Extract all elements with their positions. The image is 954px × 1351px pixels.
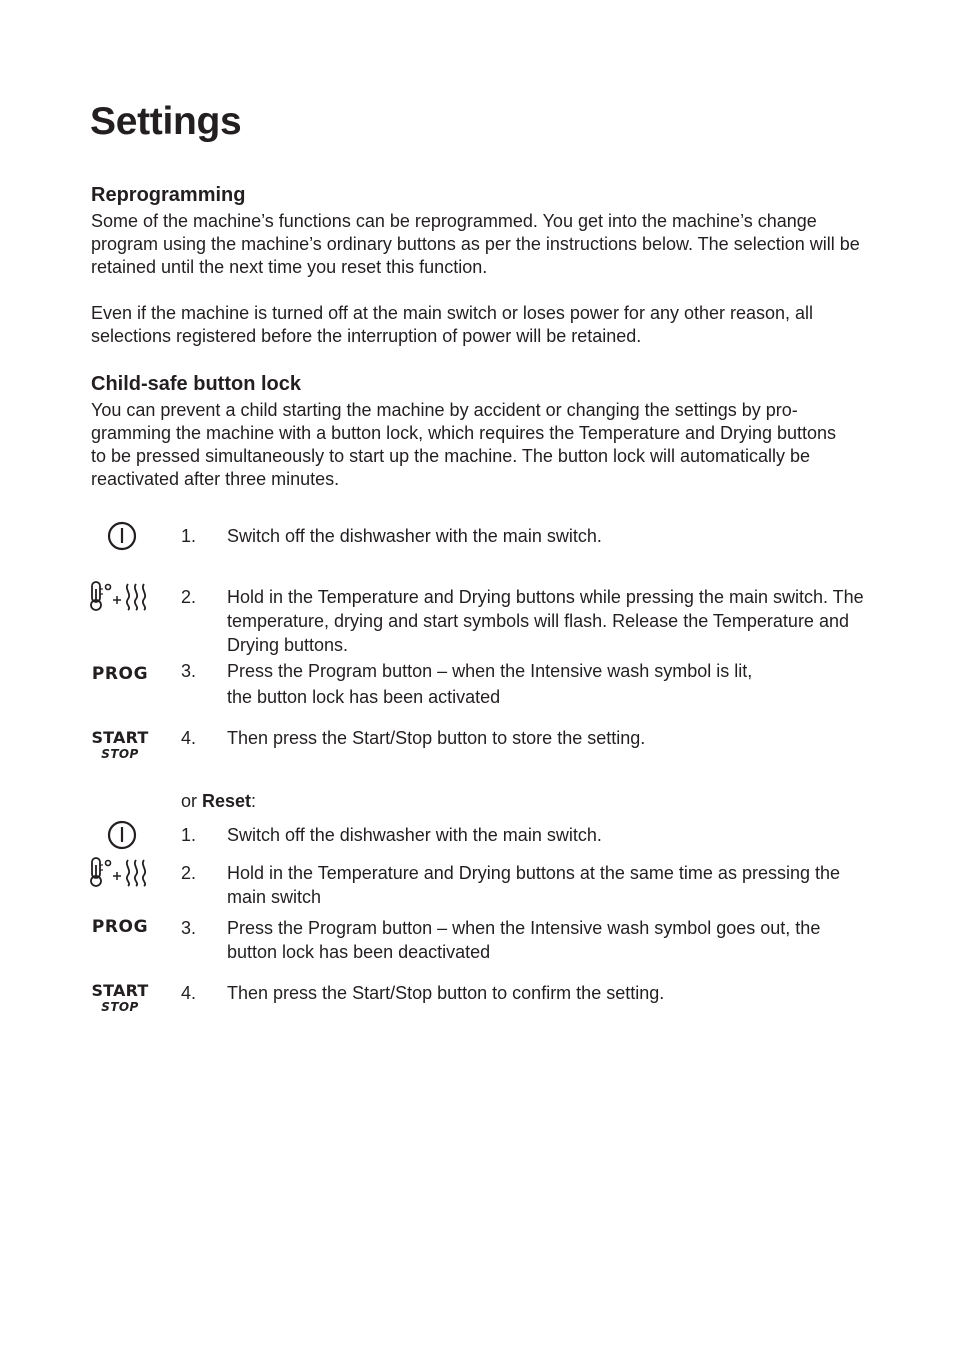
section-heading-reprogramming: Reprogramming [91,184,246,206]
temperature-drying-icon [90,856,154,888]
step-number: 1. [181,825,197,845]
reprogramming-paragraph-2: Even if the machine is turned off at the main switch or loses power for any other reason, all selections registered before the interruption of power will be retained. [91,303,814,346]
step-text-line-1: Press the Program button – when the Intensive wash symbol is lit, [227,661,753,681]
start-stop-icon [90,729,150,761]
stop-label: STOP [101,1000,139,1014]
section-heading-child-lock: Child-safe button lock [91,373,301,395]
step-number: 2. [181,587,197,607]
child-lock-intro: You can prevent a child starting the machine by accident or changing the settings by pro-gramming the machine with a button lock, which requires the Temperature and Drying buttons to be pressed simultaneously to start up the machine. The button lock will automatically be reactivated after three minutes. [91,400,837,489]
step-text: Then press the Start/Stop button to store the setting. [227,728,646,748]
start-label: START [91,728,149,747]
step-text: Hold in the Temperature and Drying buttons while pressing the main switch. The temperature, drying and start symbols will flash. Release the Temperature and Drying buttons. [227,587,864,655]
step-number: 2. [181,863,197,883]
step-text: Hold in the Temperature and Drying buttons at the same time as pressing the main switch [227,863,841,907]
step-number: 3. [181,661,197,681]
step-number: 3. [181,918,197,938]
prog-icon: PROG [91,664,149,684]
step-text: Press the Program button – when the Intensive wash symbol goes out, the button lock has been deactivated [227,918,821,962]
start-label: START [91,981,149,1000]
step-number: 4. [181,983,197,1003]
reset-heading: or Reset: [181,791,257,811]
power-icon [90,521,154,551]
reprogramming-paragraph-1: Some of the machine’s functions can be reprogrammed. You get into the machine’s change program using the machine’s ordinary buttons as per the instructions below. The selection will be retained until the next time you reset this function. [91,211,860,277]
step-number: 1. [181,526,197,546]
step-text: Switch off the dishwasher with the main switch. [227,526,602,546]
step-text-line-2: the button lock has been activated [227,687,501,707]
stop-label: STOP [101,747,139,761]
page-title: Settings [90,100,242,143]
temperature-drying-icon [90,580,154,612]
step-text: Switch off the dishwasher with the main switch. [227,825,602,845]
prog-icon: PROG [91,917,149,937]
start-stop-icon [90,982,150,1014]
step-text: Then press the Start/Stop button to confirm the setting. [227,983,665,1003]
step-number: 4. [181,728,197,748]
power-icon [90,820,154,850]
